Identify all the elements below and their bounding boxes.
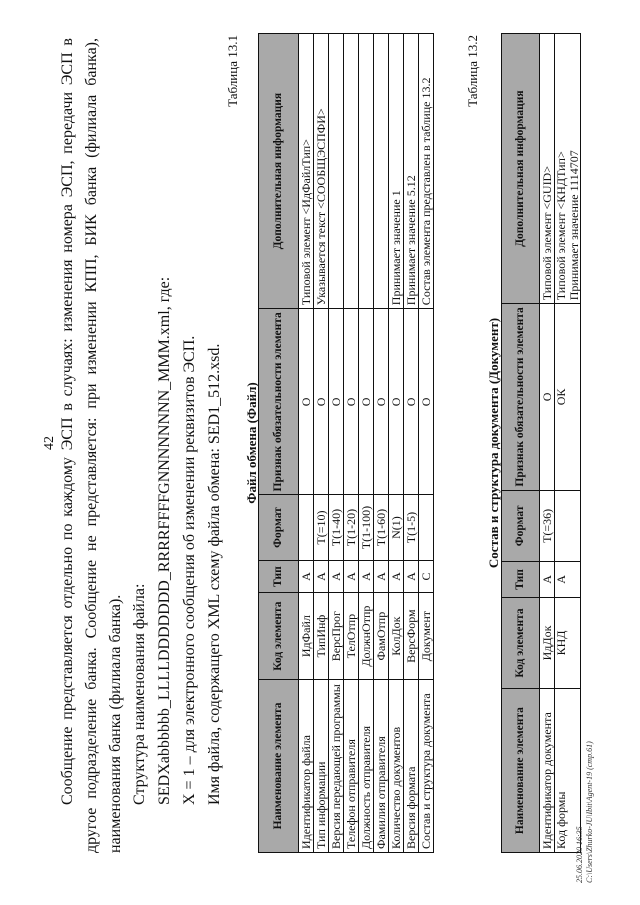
footer-path: C:\Users\Zhurko-JU\Ibit\Agent-19 (стр.61) <box>585 741 595 883</box>
cell-type: А <box>299 560 314 593</box>
cell-code: ИдФайл <box>299 593 314 679</box>
cell-format: Т(=36) <box>540 490 555 562</box>
table-row <box>389 34 404 853</box>
cell-name: Количество документов <box>389 679 404 852</box>
table-row <box>359 34 374 853</box>
cell-type: А <box>404 560 419 593</box>
cell-code: КолДок <box>389 593 404 679</box>
cell-format: Т(=10) <box>314 495 329 560</box>
cell-info <box>359 34 374 309</box>
footer-date: 25.06.2020 16:35 <box>575 826 584 883</box>
cell-required: О <box>419 309 434 495</box>
table-row <box>419 34 434 853</box>
cell-info-line1: Типовой элемент <КНДТип> <box>554 151 568 301</box>
cell-info: Состав элемента представлен в таблице 13.2 <box>419 34 434 309</box>
cell-name: Идентификатор файла <box>299 679 314 852</box>
cell-required: О <box>329 309 344 495</box>
cell-format: Т(1-5) <box>404 495 419 560</box>
table-row <box>540 34 555 853</box>
naming-label: Структура наименования файла: <box>131 583 148 805</box>
cell-info: Принимает значение 1 <box>389 34 404 309</box>
cell-type: А <box>555 562 581 598</box>
cell-format <box>299 495 314 560</box>
cell-required: ОК <box>555 304 581 490</box>
cell-info <box>555 34 581 304</box>
table2-header-code: Код элемента <box>502 597 540 688</box>
cell-required: О <box>540 304 555 490</box>
cell-name: Идентификатор документа <box>540 689 555 853</box>
cell-format: N(1) <box>389 495 404 560</box>
table-row <box>404 34 419 853</box>
cell-info-line2: Принимает значение 1114707 <box>566 150 581 301</box>
table2-title: Состав и структура документа (Документ) <box>486 317 501 569</box>
cell-type: А <box>329 560 344 593</box>
cell-format: Т(1-20) <box>344 495 359 560</box>
table1-header-required: Признак обязательности элемента <box>259 309 299 495</box>
cell-code: ТелОтпр <box>344 593 359 679</box>
table1-header-format: Формат <box>259 495 299 560</box>
cell-info: Указывается текст <СООБЩЭСПФИ> <box>314 34 329 309</box>
cell-name: Телефон отправителя <box>344 679 359 852</box>
cell-info: Типовой элемент <GUID> <box>540 34 555 304</box>
cell-required: О <box>359 309 374 495</box>
cell-code: ДолжнОтпр <box>359 593 374 679</box>
cell-format <box>419 495 434 560</box>
cell-required: О <box>314 309 329 495</box>
table2 <box>501 33 581 853</box>
cell-name: Версия формата <box>404 679 419 852</box>
cell-required: О <box>389 309 404 495</box>
table1-header-info: Дополнительная информация <box>259 34 299 309</box>
table-row <box>555 34 581 853</box>
x-note: Х = 1 – для электронного сообщения об изменении реквизитов ЭСП. <box>181 335 198 805</box>
cell-required: О <box>404 309 419 495</box>
cell-format: Т(1-100) <box>359 495 374 560</box>
cell-name: Тип информации <box>314 679 329 852</box>
cell-code: Документ <box>419 593 434 679</box>
cell-required: О <box>344 309 359 495</box>
cell-format <box>555 490 581 562</box>
cell-type: А <box>359 560 374 593</box>
cell-code: ФамОтпр <box>374 593 389 679</box>
cell-type: А <box>540 562 555 598</box>
table1 <box>258 33 434 853</box>
table2-header-type: Тип <box>502 562 540 598</box>
cell-info: Принимает значение 5.12 <box>404 34 419 309</box>
table1-title: Файл обмена (Файл) <box>244 382 259 504</box>
table-row <box>314 34 329 853</box>
cell-type: С <box>419 560 434 593</box>
table-row <box>299 34 314 853</box>
cell-code: ВерсПрог <box>329 593 344 679</box>
footer-stamp <box>575 741 596 883</box>
cell-code: КНД <box>555 597 581 688</box>
table1-caption: Таблица 13.1 <box>225 35 240 107</box>
table1-header-name: Наименование элемента <box>259 679 299 852</box>
table2-header-info: Дополнительная информация <box>502 34 540 304</box>
xsd-note: Имя файла, содержащего XML схему файла обмена: SED1_512.xsd. <box>206 343 223 805</box>
cell-format: Т(1-40) <box>329 495 344 560</box>
cell-info <box>374 34 389 309</box>
cell-type: А <box>389 560 404 593</box>
intro-paragraph: Сообщение представляется отдельно по каждому ЭСП в случаях: изменения номера ЭСП, передачи ЭСП в другое подразделение банка. Сообщение не представляется: при изменении КПП, БИК банка (филиала банка), наименования банка (филиала банка). <box>59 38 124 853</box>
cell-info <box>329 34 344 309</box>
table1-header-row <box>259 34 299 853</box>
cell-required: О <box>374 309 389 495</box>
page-number: 42 <box>42 436 57 450</box>
cell-type: А <box>344 560 359 593</box>
table1-header-type: Тип <box>259 560 299 593</box>
cell-name: Состав и структура документа <box>419 679 434 852</box>
cell-format: Т(1-60) <box>374 495 389 560</box>
table2-header-format: Формат <box>502 490 540 562</box>
file-name-pattern: SEDXabbbbbb_LLLLDDDDDDD_RRRRFFFFGNNNNNNNN_MMM.xml, где: <box>156 276 173 805</box>
cell-required: О <box>299 309 314 495</box>
cell-name: Код формы <box>555 689 581 853</box>
table2-header-name: Наименование элемента <box>502 689 540 853</box>
table2-header-required: Признак обязательности элемента <box>502 304 540 490</box>
cell-name: Фамилия отправителя <box>374 679 389 852</box>
cell-info: Типовой элемент <ИдФайлТип> <box>299 34 314 309</box>
table2-header-row <box>502 34 540 853</box>
cell-info <box>344 34 359 309</box>
cell-type: А <box>374 560 389 593</box>
cell-code: ТипИнф <box>314 593 329 679</box>
cell-code: ИдДок <box>540 597 555 688</box>
cell-name: Должность отправителя <box>359 679 374 852</box>
table-row <box>344 34 359 853</box>
table-row <box>374 34 389 853</box>
table2-caption: Таблица 13.2 <box>465 35 480 107</box>
cell-name: Версия передающей программы <box>329 679 344 852</box>
cell-type: А <box>314 560 329 593</box>
table1-header-code: Код элемента <box>259 593 299 679</box>
cell-code: ВерсФорм <box>404 593 419 679</box>
table-row <box>329 34 344 853</box>
